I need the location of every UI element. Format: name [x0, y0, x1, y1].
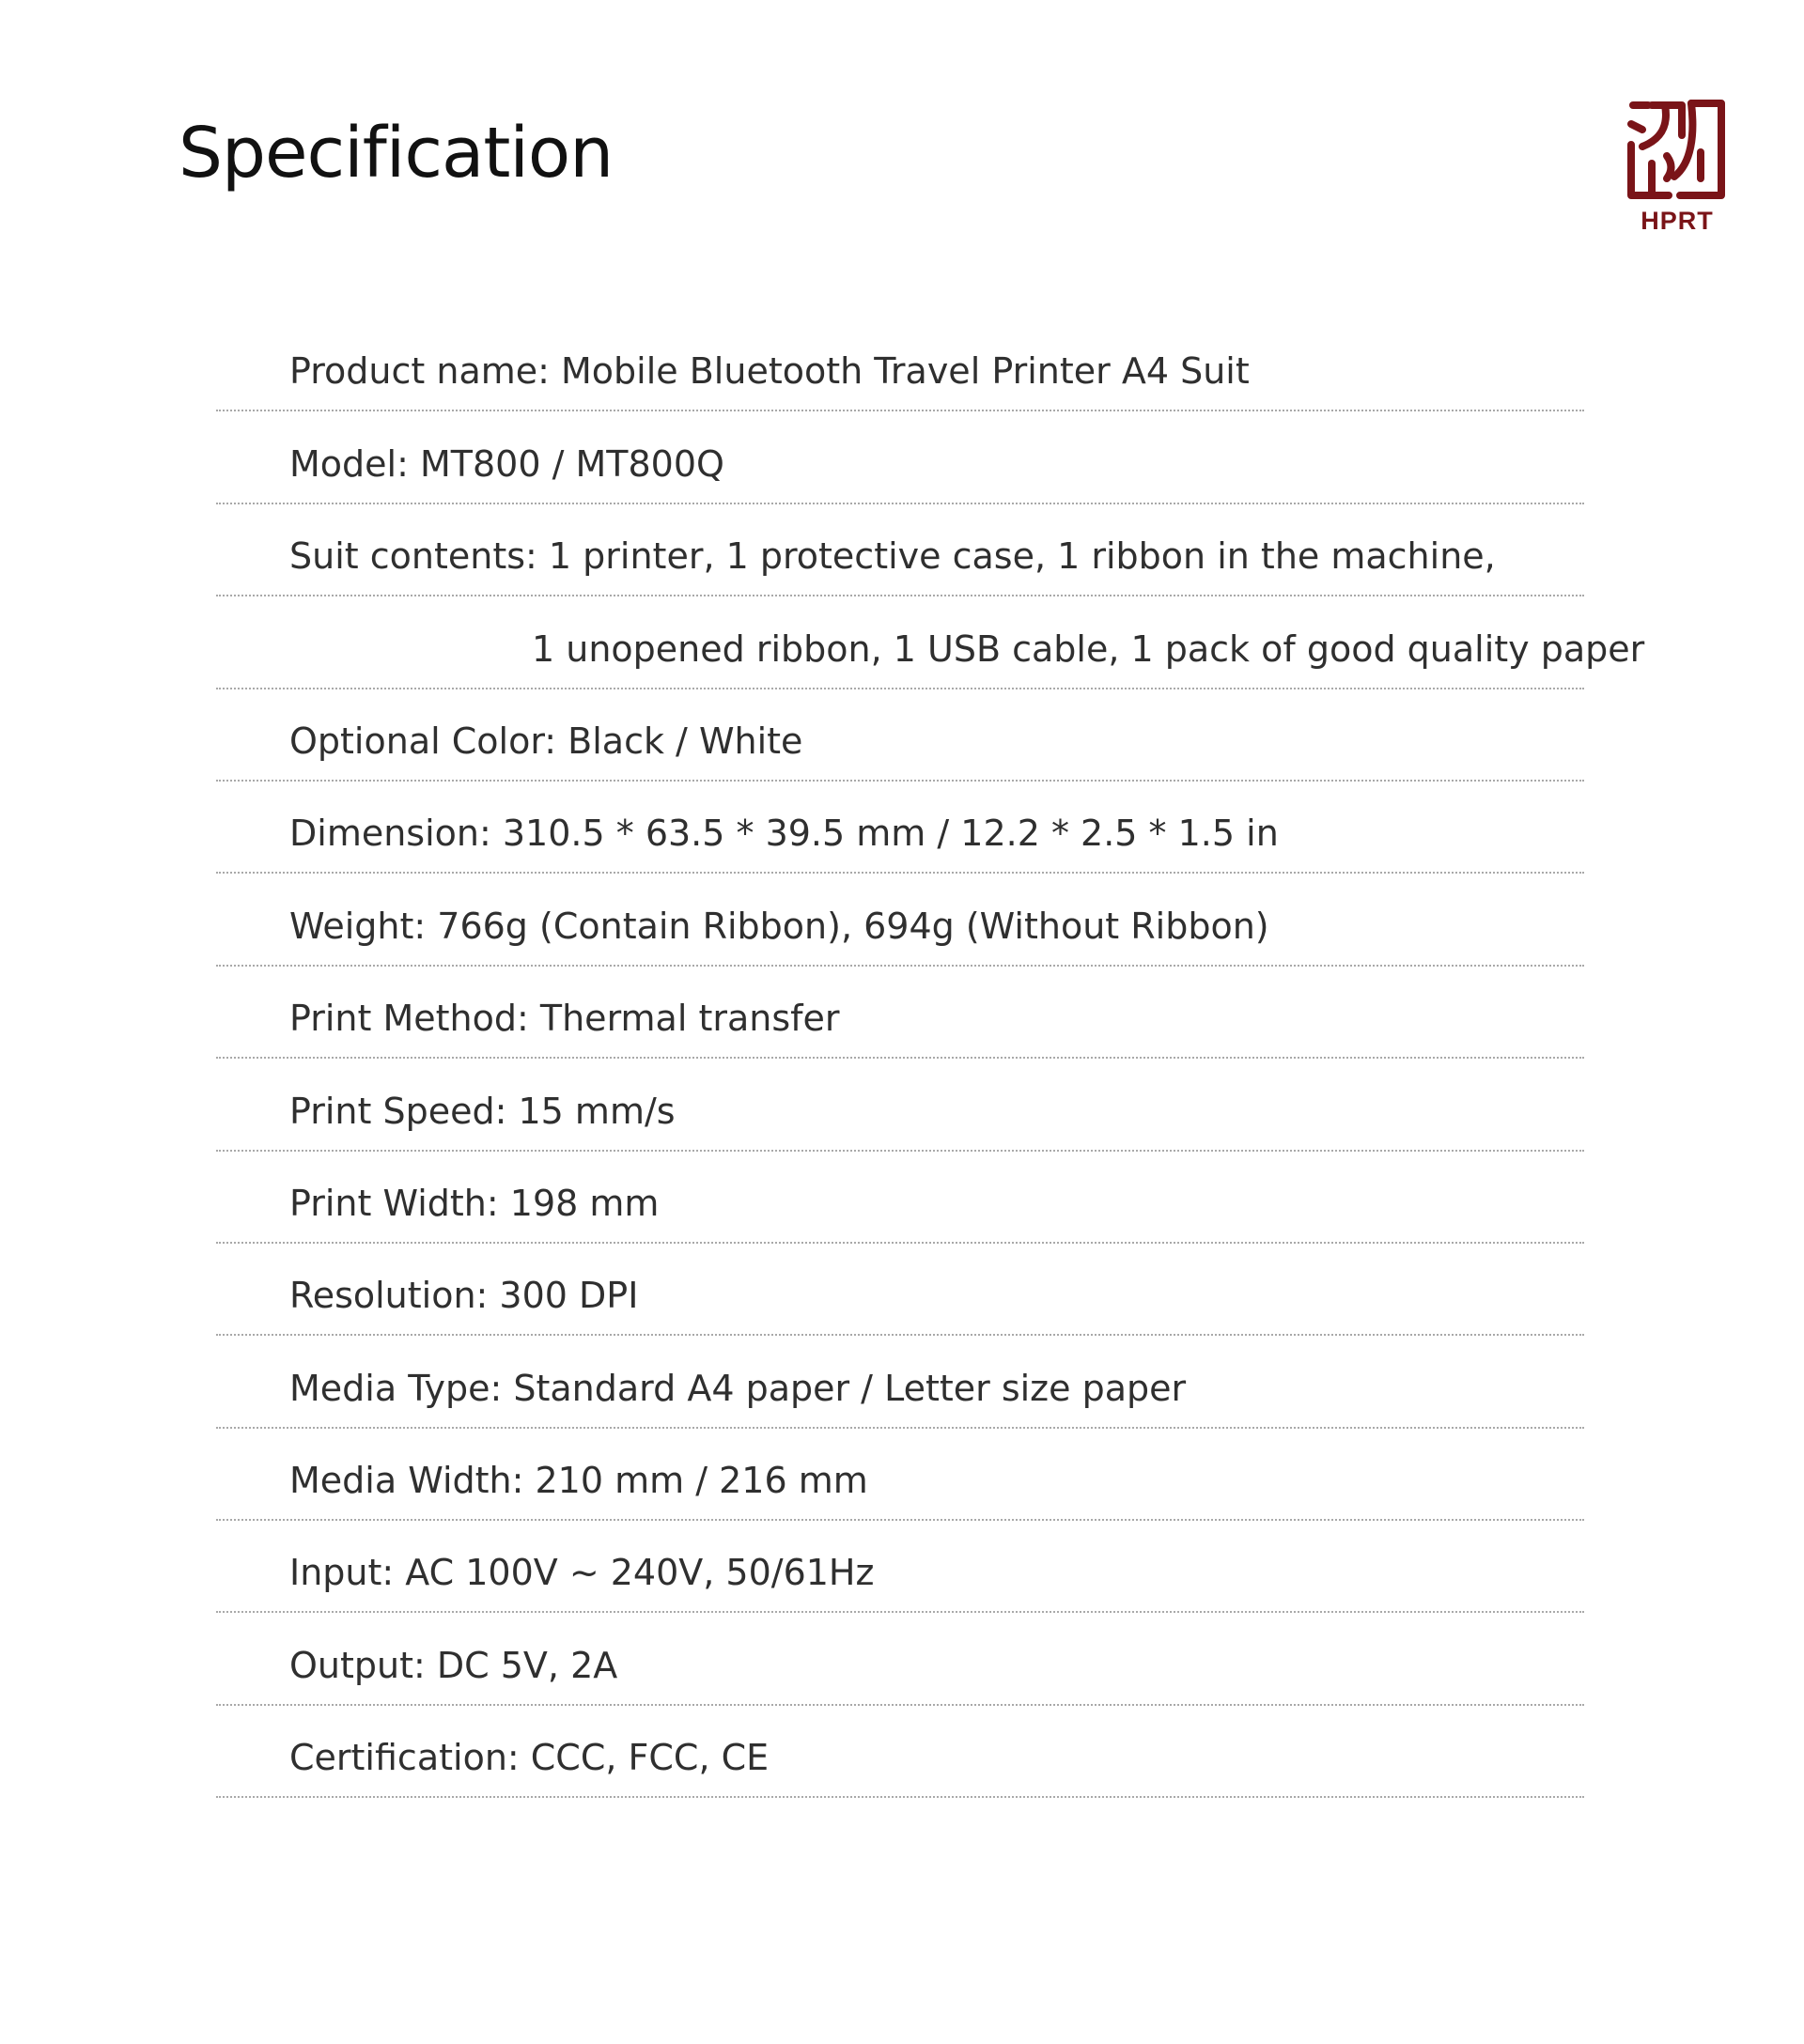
- spec-row-print-speed: [216, 1059, 1584, 1151]
- spec-row-suit-contents-continued: [216, 596, 1645, 689]
- spec-row-media-width: [216, 1429, 1584, 1521]
- spec-row-output: [216, 1613, 1584, 1705]
- spec-text: Dimension: 310.5 * 63.5 * 39.5 mm / 12.2 * 2.5 * 1.5 in: [289, 813, 1279, 855]
- spec-text: Print Speed: 15 mm/s: [289, 1090, 676, 1132]
- spec-row-suit-contents: [216, 504, 1584, 596]
- spec-row-dimension: [216, 782, 1584, 874]
- spec-row-print-method: [216, 967, 1584, 1059]
- spec-text: Certification: CCC, FCC, CE: [289, 1737, 770, 1779]
- spec-text: Optional Color: Black / White: [289, 720, 803, 762]
- spec-text: Media Type: Standard A4 paper / Letter size paper: [289, 1367, 1187, 1409]
- spec-row-weight: [216, 874, 1584, 966]
- spec-text: Resolution: 300 DPI: [289, 1275, 639, 1317]
- spec-text: Print Width: 198 mm: [289, 1182, 660, 1224]
- hprt-logo: [1624, 98, 1731, 239]
- spec-row-optional-color: [216, 689, 1584, 782]
- spec-row-input: [216, 1521, 1584, 1613]
- spec-text: Product name: Mobile Bluetooth Travel Printer A4 Suit: [289, 350, 1250, 393]
- spec-list: [216, 319, 1645, 1798]
- spec-row-resolution: [216, 1244, 1584, 1336]
- spec-row-media-type: [216, 1336, 1584, 1428]
- spec-row-print-width: [216, 1152, 1584, 1244]
- spec-row-certification: [216, 1706, 1584, 1798]
- spec-text: Suit contents: 1 printer, 1 protective case, 1 ribbon in the machine,: [289, 535, 1496, 578]
- spec-text: Model: MT800 / MT800Q: [289, 442, 724, 485]
- hprt-seal-icon: [1624, 98, 1731, 239]
- spec-row-model: [216, 411, 1584, 503]
- spec-text: 1 unopened ribbon, 1 USB cable, 1 pack of good quality paper: [532, 627, 1645, 670]
- page-title: Specification: [179, 113, 614, 194]
- spec-text: Print Method: Thermal transfer: [289, 998, 840, 1040]
- spec-text: Weight: 766g (Contain Ribbon), 694g (Without Ribbon): [289, 905, 1269, 947]
- spec-row-product-name: [216, 319, 1584, 411]
- spec-text: Input: AC 100V ~ 240V, 50/61Hz: [289, 1552, 875, 1594]
- brand-name: HPRT: [1641, 207, 1714, 235]
- spec-text: Media Width: 210 mm / 216 mm: [289, 1460, 868, 1502]
- spec-text: Output: DC 5V, 2A: [289, 1644, 618, 1686]
